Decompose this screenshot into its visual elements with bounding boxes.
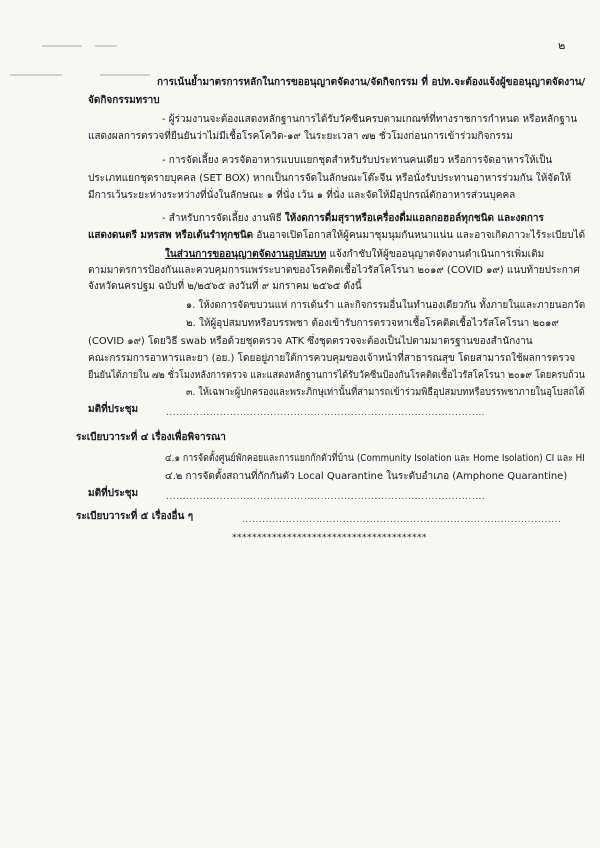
resolution-label-2: มติที่ประชุม xyxy=(88,488,139,499)
measures-heading-line-1: การเน้นย้ำมาตรการหลักในการขออนุญาตจัดงาน/จัดกิจกรรม ที่ อปท.จะต้องแจ้งผู้ขออนุญาตจัดงาน/ xyxy=(157,77,586,88)
agenda-4-item-2: ๔.๒ การจัดตั้งสถานที่กักกันตัว Local Quarantine ในระดับอำเภอ (Amphone Quarantine) xyxy=(165,471,568,482)
bullet-2-line-3: มีการเว้นระยะห่างระหว่างที่นั่งในลักษณะ ๑ ที่นั่ง เว้น ๑ ที่นั่ง และจัดให้มีอุปกรณ์ตักอาหารส่วนบุคคล xyxy=(88,190,516,201)
agenda-4-item-1: ๔.๑ การจัดตั้งศูนย์พักคอยและการแยกกักตัวที่บ้าน (Community Isolation และ Home Isolation) CI และ HI xyxy=(165,453,585,464)
ordination-item-2-line-4: ยืนยันได้ภายใน ๗๒ ชั่วโมงหลังการตรวจ และแสดงหลักฐานการได้รับวัคซีนป้องกันโรคติดเชื้อไวรัสโคโรนา ๒๐๑๙ โดยครบถ้วน xyxy=(88,370,585,381)
scan-artifact xyxy=(42,45,82,47)
end-of-document-marker: *************************************** xyxy=(232,533,427,543)
agenda-5-heading: ระเบียบวาระที่ ๕ เรื่องอื่น ๆ xyxy=(76,511,194,522)
scan-artifact xyxy=(95,45,117,47)
bullet-3-plain-continuation: อันอาจเปิดโอกาสให้ผู้คนมาชุมนุมกันหนาแน่น และอาจเกิดภาวะไร้ระเบียบได้ xyxy=(253,230,586,241)
ordination-heading: ในส่วนการขออนุญาตจัดงานอุปสมบท xyxy=(165,249,327,260)
bullet-3-plain-text: - สำหรับการจัดเลี้ยง งานพิธี xyxy=(162,213,285,224)
bullet-1-line-2: แสดงผลการตรวจที่ยืนยันว่าไม่มีเชื้อโรคโควิด-๑๙ ในระยะเวลา ๗๒ ชั่วโมงก่อนการเข้าร่วมกิจกรรม xyxy=(88,131,513,142)
bullet-1-line-1: - ผู้ร่วมงานจะต้องแสดงหลักฐานการได้รับวัคซีนครบตามเกณฑ์ที่ทางราชการกำหนด หรือหลักฐาน xyxy=(162,114,578,125)
ordination-line-1 xyxy=(165,248,544,262)
scan-artifact xyxy=(10,74,62,76)
agenda-4-heading: ระเบียบวาระที่ ๔ เรื่องเพื่อพิจารณา xyxy=(76,432,226,443)
scan-artifact xyxy=(100,74,150,76)
bullet-3-bold-continuation: แสดงดนตรี มหรสพ หรือเต้นรำทุกชนิด xyxy=(88,230,254,241)
ordination-item-3: ๓. ให้เฉพาะผู้ปกครองและพระภิกษุเท่านั้นที่สามารถเข้าร่วมพิธีอุปสมบทหรือบรรพชาภายในอุโบสถได้ xyxy=(186,387,585,398)
bullet-3-bold-text: ให้งดการดื่มสุราหรือเครื่องดื่มแอลกอฮอล์ทุกชนิด และงดการ xyxy=(284,213,544,224)
ordination-item-2-line-1: ๒. ให้ผู้อุปสมบทหรือบรรพชา ต้องเข้ารับการตรวจหาเชื้อโรคติดเชื้อไวรัสโคโรนา ๒๐๑๙ xyxy=(186,318,559,329)
ordination-line-2: ตามมาตรการป้องกันและควบคุมการแพร่ระบาดของโรคติดเชื้อไวรัสโคโรนา ๒๐๑๙ (COVID ๑๙) แนบท้ายประกาศ xyxy=(88,265,580,276)
bullet-2-line-2: ประเภทแยกชุดรายบุคคล (SET BOX) หากเป็นการจัดในลักษณะโต๊ะจีน หรือนั่งรับประทานอาหารร่วมกัน ให้จัดให้ xyxy=(88,173,572,184)
resolution-label-1: มติที่ประชุม xyxy=(88,404,139,415)
bullet-2-line-1: - การจัดเลี้ยง ควรจัดอาหารแบบแยกชุดสำหรับรับประทานคนเดียว หรือการจัดอาหารให้เป็น xyxy=(162,155,553,166)
ordination-item-2-line-2: (COVID ๑๙) โดยวิธี swab หรือด้วยชุดตรวจ ATK ซึ่งชุดตรวจจะต้องเป็นไปตามมาตรฐานของสำนักงาน xyxy=(88,336,533,347)
dotted-leader-1: ............................................................................................... xyxy=(166,408,486,418)
dotted-leader-3: ............................................................................................... xyxy=(242,515,562,525)
ordination-intro: แจ้งกำชับให้ผู้ขออนุญาตจัดงานดำเนินการเพิ่มเติม xyxy=(326,249,545,260)
measures-heading-line-2: จัดกิจกรรมทราบ xyxy=(88,95,160,106)
bullet-3-line-2 xyxy=(88,229,585,243)
ordination-item-2-line-3: คณะกรรมการอาหารและยา (อย.) โดยอยู่ภายใต้การควบคุมของเจ้าหน้าที่สาธารณสุข โดยสามารถใช้ผลการตรวจ xyxy=(88,353,576,364)
dotted-leader-2: ............................................................................................... xyxy=(166,492,486,502)
page-number: ๒ xyxy=(558,39,566,52)
bullet-3-line-1 xyxy=(162,212,544,226)
ordination-item-1: ๑. ให้งดการจัดขบวนแห่ การเต้นรำ และกิจกรรมอื่นในทำนองเดียวกัน ทั้งภายในและภายนอกวัด xyxy=(186,300,586,311)
ordination-line-3: จังหวัดนครปฐม ฉบับที่ ๒/๒๕๖๕ ลงวันที่ ๙ มกราคม ๒๕๖๕ ดังนี้ xyxy=(88,281,362,292)
